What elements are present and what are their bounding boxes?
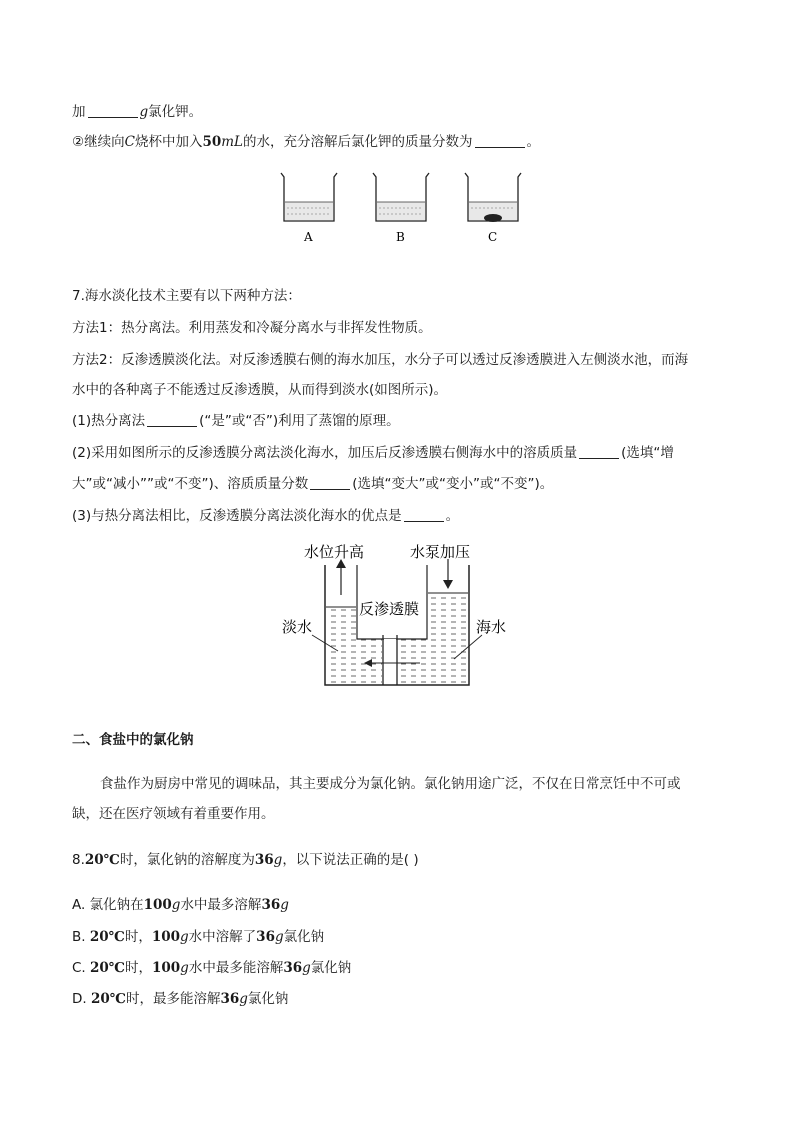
section-intro-a: 食盐作为厨房中常见的调味品，其主要成分为氯化钠。氯化钠用途广泛，不仅在日常烹饪中不可或 — [100, 776, 681, 792]
text: 8. — [72, 852, 85, 868]
text: (选填“增 — [621, 445, 674, 461]
temperature: 20℃ — [90, 991, 126, 1007]
unit: g — [171, 897, 181, 913]
q7-method-2a: 方法2：反渗透膜淡化法。对反渗透膜右侧的海水加压，水分子可以透过反渗透膜进入左侧淡水池，而海 — [72, 352, 689, 368]
text: ”或“不变”)、溶质质量分数 — [146, 476, 309, 492]
text: 水中溶解了 — [188, 929, 257, 945]
unit: mL — [221, 134, 244, 150]
text: (2)采用如图所示的反渗透膜分离法淡化海水，加压后反渗透膜右侧海水中的溶质质量 — [72, 445, 578, 461]
down-arrow — [443, 580, 453, 589]
number: 100 — [151, 929, 181, 945]
q7-part-3 — [72, 506, 459, 526]
text: A. 氯化钠在 — [72, 897, 144, 913]
text: 时，氯化钠的溶解度为 — [119, 852, 255, 868]
section-intro-b: 缺，还在医疗领域有着重要作用。 — [72, 806, 275, 822]
text: 氯化钠 — [283, 929, 325, 945]
unit: g — [180, 929, 189, 945]
temperature: 20℃ — [84, 852, 120, 868]
number: 36 — [261, 897, 281, 913]
answer-blank[interactable] — [475, 133, 525, 148]
temperature: 20℃ — [90, 960, 125, 976]
text: 水中最多溶解 — [180, 897, 262, 913]
answer-blank[interactable] — [88, 103, 138, 118]
label-water-rise: 水位升高 — [304, 543, 365, 561]
text: 时，最多能溶解 — [125, 991, 221, 1007]
undissolved-solid — [484, 214, 502, 222]
q7-method-2b: 水中的各种离子不能透过反渗透膜，从而得到淡水(如图所示)。 — [72, 382, 448, 398]
q7-part-1 — [72, 411, 400, 431]
text: 时， — [124, 929, 152, 945]
text: (1)热分离法 — [72, 413, 146, 429]
q7-part-2a — [72, 443, 674, 463]
section-heading: 二、食盐中的氯化钠 — [72, 732, 194, 748]
number: 100 — [143, 897, 172, 913]
q8-option-a[interactable] — [72, 895, 289, 915]
text: ，以下说法正确的是( ) — [282, 852, 419, 868]
text: (3)与热分离法相比，反渗透膜分离法淡化海水的优点是 — [72, 508, 402, 524]
q8-option-d[interactable] — [72, 989, 288, 1009]
beaker-letter: C — [124, 134, 135, 150]
number: 100 — [151, 960, 181, 976]
answer-blank[interactable] — [579, 444, 619, 459]
text: D. — [72, 991, 91, 1007]
text: 氯化钠 — [310, 960, 352, 976]
text: 水中最多能溶解 — [188, 960, 284, 976]
number: 36 — [220, 991, 240, 1007]
text: 。 — [526, 134, 541, 150]
label-membrane: 反渗透膜 — [359, 600, 420, 618]
unit: g — [302, 960, 311, 976]
q6-line-2 — [72, 132, 540, 152]
unit: g — [180, 960, 189, 976]
number: 36 — [283, 960, 303, 976]
answer-blank[interactable] — [147, 412, 197, 427]
text: 烧杯中加入 — [134, 134, 203, 150]
text: (选填“变大”或“变小”或“不变”)。 — [352, 476, 554, 492]
unit: g — [274, 929, 284, 945]
beakers-figure — [270, 165, 530, 250]
beaker-b-label: B — [396, 230, 405, 244]
label-fresh-water: 淡水 — [282, 618, 313, 636]
unit: g — [280, 897, 289, 913]
text: 时， — [124, 960, 152, 976]
number: 50 — [202, 134, 222, 150]
answer-blank[interactable] — [404, 507, 444, 522]
unit: g — [239, 991, 248, 1007]
number: 36 — [254, 852, 274, 868]
text: B. — [72, 929, 90, 945]
q7-part-2b — [72, 474, 553, 494]
text: ②继续向 — [72, 134, 125, 150]
q8-option-b[interactable] — [72, 927, 324, 947]
unit: g — [273, 852, 283, 868]
text: 。 — [445, 508, 460, 524]
q8-option-c[interactable] — [72, 958, 351, 978]
beaker-a — [281, 173, 337, 244]
q8-stem — [72, 850, 419, 870]
label-sea-water: 海水 — [476, 618, 507, 636]
text: 氯化钠 — [247, 991, 289, 1007]
text: 加 — [72, 104, 86, 120]
answer-blank[interactable] — [310, 475, 350, 490]
beaker-a-label: A — [304, 230, 313, 244]
beaker-c-label: C — [488, 230, 498, 244]
reverse-osmosis-diagram — [270, 535, 520, 695]
q6-line-1 — [72, 102, 202, 122]
text: C. — [72, 960, 91, 976]
unit: g — [139, 104, 149, 120]
text: (“是”或“否”)利用了蒸馏的原理。 — [199, 413, 400, 429]
text: 大”或“减小” — [72, 476, 147, 492]
temperature: 20℃ — [89, 929, 125, 945]
text: 的水，充分溶解后氯化钾的质量分数为 — [243, 134, 473, 150]
beaker-b — [373, 173, 429, 244]
label-pump: 水泵加压 — [410, 543, 471, 561]
beaker-c — [465, 173, 521, 244]
q7-method-1: 方法1：热分离法。利用蒸发和冷凝分离水与非挥发性物质。 — [72, 320, 432, 336]
number: 36 — [256, 929, 275, 945]
q7-title: 7.海水淡化技术主要有以下两种方法： — [72, 288, 301, 304]
text: 氯化钾。 — [148, 104, 203, 120]
